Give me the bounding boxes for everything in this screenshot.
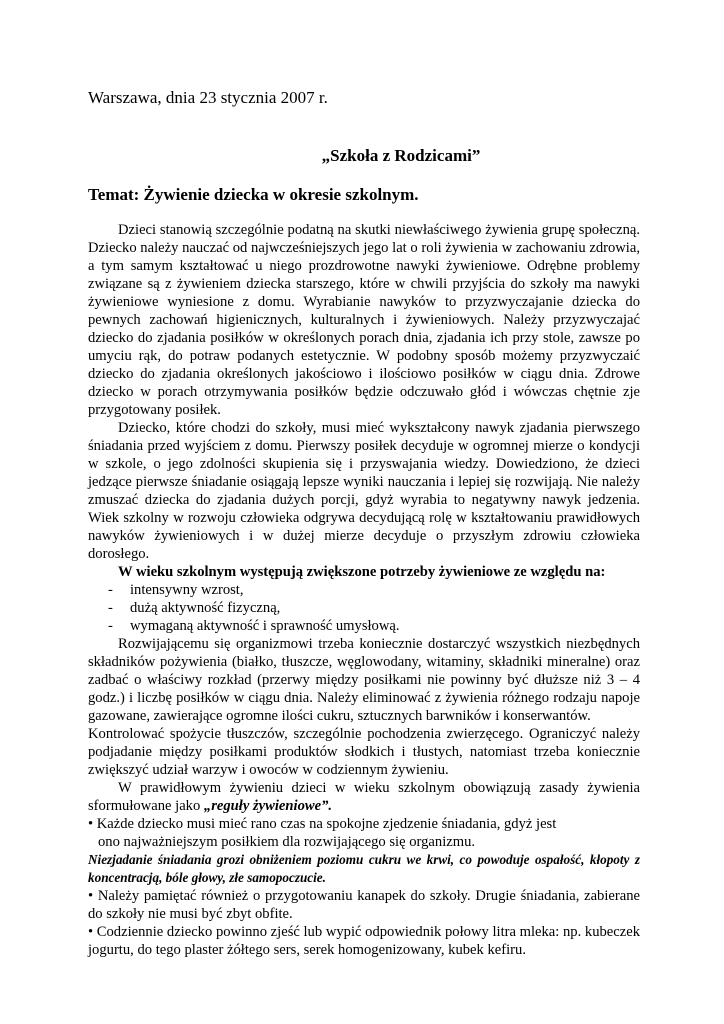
needs-item: - intensywny wzrost, [108,582,244,598]
paragraph-nutrients: Rozwijającemu się organizmowi trzeba koniecznie dostarczyć wszystkich niezbędnych składników pożywienia (białko, tłuszcze, węglowodany, witaminy, składniki mineralne) oraz zadbać o właściwy rozkład (przerwy między posiłkami nie powinny być dłuższe niż 3 – 4 godz.) i liczbę posiłków w ciągu dnia. Należy eliminować z żywienia różnego rodzaju napoje gazowane, zawierające ogromne ilości cukru, sztucznych barwników i konserwantów. [88,636,640,724]
rule-2: • Należy pamiętać również o przygotowaniu kanapek do szkoły. Drugie śniadania, zabierane do szkoły nie musi być zbyt obfite. [88,888,640,922]
paragraph-breakfast: Dziecko, które chodzi do szkoły, musi mieć wykształcony nawyk zjadania pierwszego śniadania przed wyjściem z domu. Pierwszy posiłek decyduje w ogromnej mierze o kondycji w szkole, o jego zdolności skupienia się i przyswajania wiedzy. Dowiedziono, że dzieci jedzące pierwsze śniadanie osiągają lepsze wyniki nauczania i lepiej się rozwijają. Nie należy zmuszać dziecka do zjadania dużych porcji, gdyż wyrabia to negatywny nawyk jedzenia. Wiek szkolny w rozwoju człowieka odgrywa decydującą rolę w kształtowaniu prawidłowych nawyków żywieniowych i w dużej mierze decyduje o przyszłym zdrowiu człowieka dorosłego. [88,420,640,562]
rules-intro-text: W prawidłowym żywieniu dzieci w wieku szkolnym obowiązują zasady żywienia sformułowane jako [88,780,640,814]
needs-item-text: dużą aktywność fizyczną, [130,600,281,616]
rule-1-line-1: • Każde dziecko musi mieć rano czas na spokojne zjedzenie śniadania, gdyż jest [88,816,557,832]
rules-intro-emphasis: „reguły żywieniowe”. [203,798,333,814]
needs-item: - wymaganą aktywność i sprawność umysłową. [108,618,400,634]
needs-item-text: intensywny wzrost, [130,582,244,598]
paragraph-rules-intro [88,779,640,815]
document-title: „Szkoła z Rodzicami” [321,146,481,165]
date-line: Warszawa, dnia 23 stycznia 2007 r. [88,88,328,107]
document-topic: Temat: Żywienie dziecka w okresie szkolnym. [88,185,419,204]
needs-item: - dużą aktywność fizyczną, [108,600,281,616]
rule-3: • Codziennie dziecko powinno zjeść lub wypić odpowiednik połowy litra mleka: np. kubeczek jogurtu, do tego plaster żółtego sers, serek homogenizowany, kubek kefiru. [88,924,640,958]
rule-1-note: Niezjadanie śniadania grozi obniżeniem poziomu cukru we krwi, co powoduje ospałość, kłopoty z koncentracją, bóle głowy, złe samopoczucie. [88,852,640,885]
paragraph-fats: Kontrolować spożycie tłuszczów, szczególnie pochodzenia zwierzęcego. Ograniczyć należy podjadanie między posiłkami produktów słodkich i tłustych, natomiast trzeba koniecznie zwiększyć udział warzyw i owoców w codziennym żywieniu. [88,726,640,778]
needs-heading: W wieku szkolnym występują zwiększone potrzeby żywieniowe ze względu na: [118,564,606,580]
body-text [88,221,640,959]
paragraph-intro: Dzieci stanowią szczególnie podatną na skutki niewłaściwego żywienia grupę społeczną. Dziecko należy nauczać od najwcześniejszych jego lat o roli żywienia w zachowaniu zdrowia, a tym samym kształtować u niego prozdrowotne nawyki żywieniowe. Odrębne problemy związane są z żywieniem dziecka starszego, które w chwili przyjścia do szkoły ma nawyki żywieniowe wyniesione z domu. Wyrabianie nawyków to przyzwyczajanie dziecka do pewnych zachowań higienicznych, kulturalnych i żywieniowych. Należy przyzwyczajać dziecko do zjadania posiłków w określonych porach dnia, zjadania ich przy stole, zawsze po umyciu rąk, do potraw podanych estetycznie. W podobny sposób możemy przyzwyczaić dziecko do zjadania określonych jakościowo i ilościowo posiłków w ciągu dnia. Zdrowe dziecko w porach otrzymywania posiłków będzie odczuwało głód i wówczas chętnie zje przygotowany posiłek. [88,222,640,418]
needs-item-text: wymaganą aktywność i sprawność umysłową. [130,618,400,634]
rule-1-line-2: ono najważniejszym posiłkiem dla rozwijającego się organizmu. [98,834,476,850]
